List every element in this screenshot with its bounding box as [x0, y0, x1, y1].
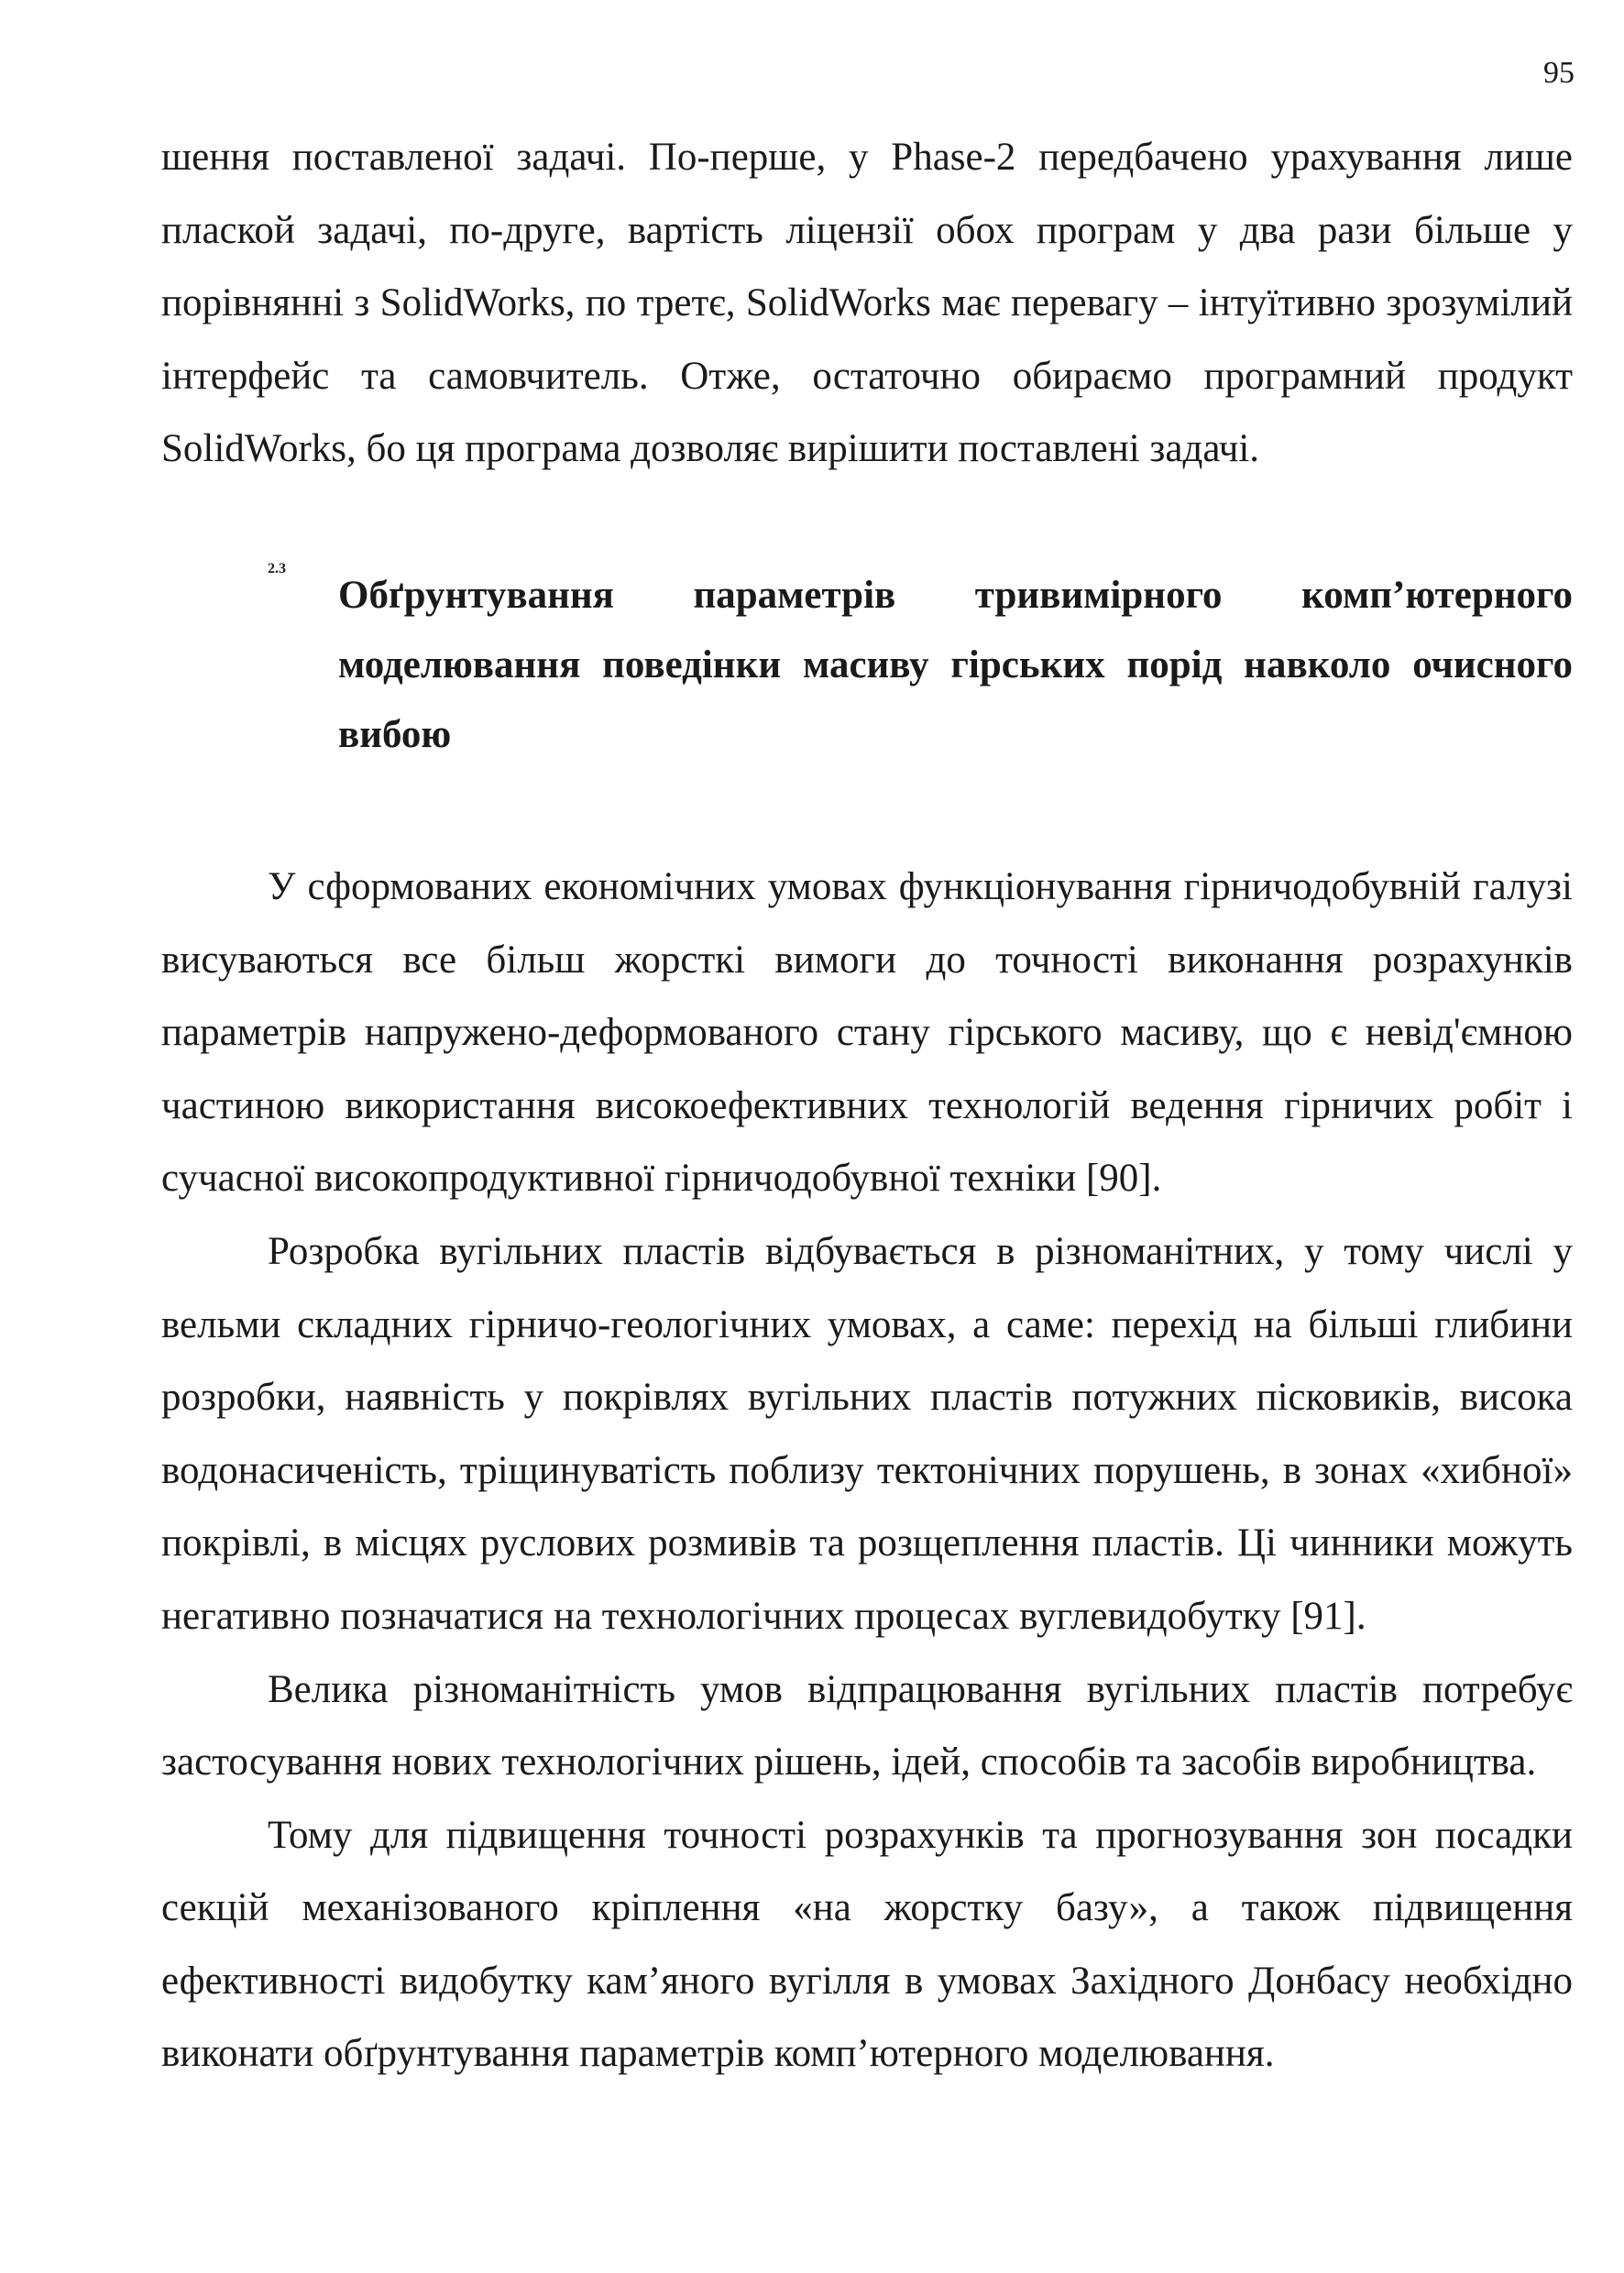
paragraph: У сформованих економічних умовах функціонування гірничодобувній галузі висуваються все більш жорсткі вимоги до точності виконання розрахунків параметрів напружено-деформованого стану гірського масиву, що є невід'ємною частиною використання високоефективних технологій ведення гірничих робіт і сучасної високопродуктивної гірничодобувної техніки [90]. — [161, 864, 1573, 1201]
paragraph: Тому для підвищення точності розрахунків та прогнозування зон посадки секцій механізованого кріплення «на жорстку базу», а також підвищення ефективності видобутку кам’яного вугілля в умовах Західного Донбасу необхідно виконати обґрунтування параметрів комп’ютерного моделювання. — [161, 1813, 1573, 2076]
paragraph: Велика різноманітність умов відпрацювання вугільних пластів потребує застосування нових технологічних рішень, ідей, способів та засобів виробництва. — [161, 1667, 1573, 1784]
paragraph-continued: шення поставленої задачі. По-перше, у Phase-2 передбачено урахування лише плаской задачі, по-друге, вартість ліцензії обох програм у два рази більше у порівнянні з SolidWorks, по третє, SolidWorks має перевагу – інтуїтивно зрозумілий інтерфейс та самовчитель. Отже, остаточно обираємо програмний продукт SolidWorks, бо ця програма дозволяє вирішити поставлені задачі. — [161, 136, 1573, 471]
section-title: Обґрунтування параметрів тривимірного комп’ютерного моделювання поведінки масиву гірських порід навколо очисного вибою — [338, 573, 1573, 756]
page-number: 95 — [1543, 56, 1575, 90]
section-number: 2.3 — [268, 560, 286, 576]
paragraph: Розробка вугільних пластів відбувається в різноманітних, у тому числі у вельми складних гірничо-геологічних умовах, а саме: перехід на більші глибини розробки, наявність у покрівлях вугільних пластів потужних пісковиків, висока водонасиченість, тріщинуватість поблизу тектонічних порушень, в зонах «хибної» покрівлі, в місцях руслових розмивів та розщеплення пластів. Ці чинники можуть негативно позначатися на технологічних процесах вуглевидобутку [91]. — [161, 1229, 1573, 1638]
section-heading — [161, 561, 1573, 770]
page-body — [161, 121, 1573, 2091]
